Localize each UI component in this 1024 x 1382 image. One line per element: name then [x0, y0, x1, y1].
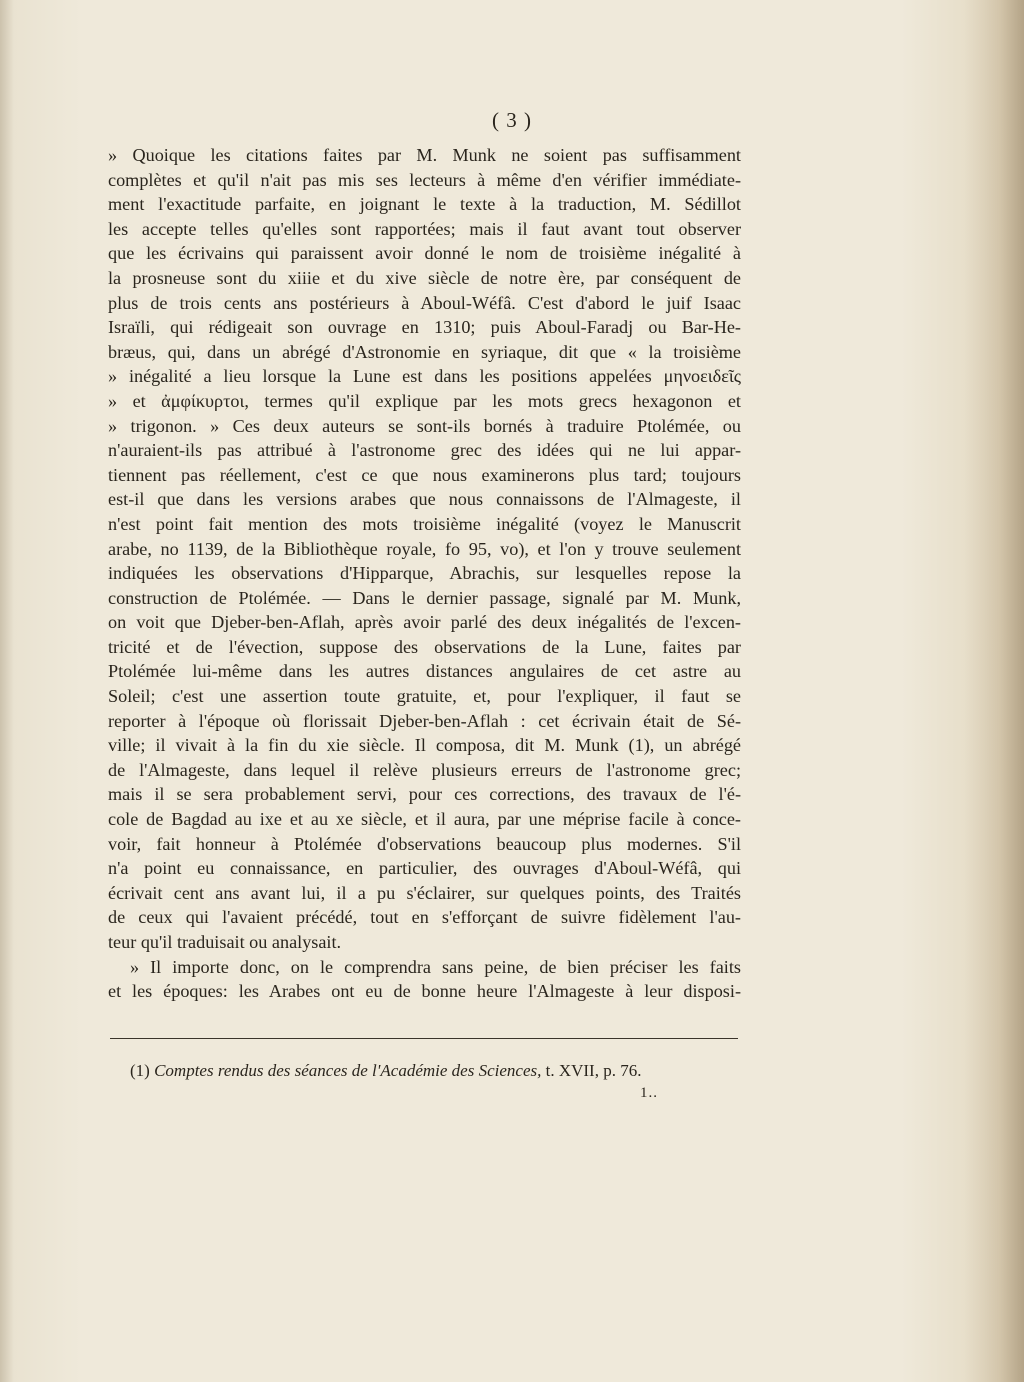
page-edge-shadow-right: [964, 0, 1024, 1382]
text-line: voir, fait honneur à Ptolémée d'observations beaucoup plus modernes. S'il: [108, 833, 741, 854]
text-line: cole de Bagdad au ixe et au xe siècle, et il aura, par une méprise facile à conce-: [108, 809, 741, 830]
footnote-title: Comptes rendus des séances de l'Académie des Sciences,: [154, 1061, 542, 1080]
text-line: reporter à l'époque où florissait Djeber-ben-Aflah : cet écrivain était de Sé-: [108, 710, 741, 731]
signature-mark: 1..: [640, 1085, 658, 1101]
text-line: » inégalité a lieu lorsque la Lune est dans les positions appelées μηνοειδεῖς: [108, 366, 741, 387]
text-line: indiquées les observations d'Hipparque, Abrachis, sur lesquelles repose la: [108, 563, 741, 584]
text-line: écrivait cent ans avant lui, il a pu s'éclairer, sur quelques points, des Traités: [108, 882, 741, 903]
text-line: arabe, no 1139, de la Bibliothèque royale, fo 95, vo), et l'on y trouve seulement: [108, 538, 741, 559]
text-line: ville; il vivait à la fin du xie siècle. Il composa, dit M. Munk (1), un abrégé: [108, 735, 741, 756]
text-line: ment l'exactitude parfaite, en joignant le texte à la traduction, M. Sédillot: [108, 194, 741, 215]
text-line: de ceux qui l'avaient précédé, tout en s'efforçant de suivre fidèlement l'au-: [108, 907, 741, 928]
body-text: [108, 143, 741, 1004]
text-line: » trigonon. » Ces deux auteurs se sont-ils bornés à traduire Ptolémée, ou: [108, 415, 741, 436]
text-line: les accepte telles qu'elles sont rapportées; mais il faut avant tout observer: [108, 218, 741, 239]
text-line: tricité et de l'évection, suppose des observations de la Lune, faites par: [108, 636, 741, 657]
text-line: construction de Ptolémée. — Dans le dernier passage, signalé par M. Munk,: [108, 587, 741, 608]
text-line: teur qu'il traduisait ou analysait.: [108, 932, 342, 952]
text-line: mais il se sera probablement servi, pour ces corrections, des travaux de l'é-: [108, 784, 741, 805]
text-line: Ptolémée lui-même dans les autres distances angulaires de cet astre au: [108, 661, 741, 682]
footnote: [130, 1060, 730, 1082]
text-line: plus de trois cents ans postérieurs à Aboul-Wéfâ. C'est d'abord le juif Isaac: [108, 292, 741, 313]
text-line: » Il importe donc, on le comprendra sans peine, de bien préciser les faits: [130, 956, 741, 977]
text-line: complètes et qu'il n'ait pas mis ses lecteurs à même d'en vérifier immédiate-: [108, 169, 741, 190]
text-line: n'a point eu connaissance, en particulier, des ouvrages d'Aboul-Wéfâ, qui: [108, 858, 741, 879]
text-line: Israïli, qui rédigeait son ouvrage en 1310; puis Aboul-Faradj ou Bar-He-: [108, 317, 741, 338]
footnote-reference: t. XVII, p. 76.: [545, 1061, 642, 1080]
text-line: est-il que dans les versions arabes que nous connaissons de l'Almageste, il: [108, 489, 741, 510]
text-line: que les écrivains qui paraissent avoir donné le nom de troisième inégalité à: [108, 243, 741, 264]
footnote-divider: [110, 1038, 738, 1039]
text-line: la prosneuse sont du xiiie et du xive siècle de notre ère, par conséquent de: [108, 267, 741, 288]
text-line: » et ἀμφίκυρτοι, termes qu'il explique par les mots grecs hexagonon et: [108, 390, 741, 411]
text-line: n'auraient-ils pas attribué à l'astronome grec des idées qui ne lui appar-: [108, 440, 741, 461]
text-line: de l'Almageste, dans lequel il relève plusieurs erreurs de l'astronome grec;: [108, 759, 741, 780]
text-line: on voit que Djeber-ben-Aflah, après avoir parlé des deux inégalités de l'excen-: [108, 612, 741, 633]
page-number: ( 3 ): [492, 108, 532, 132]
text-line: bræus, qui, dans un abrégé d'Astronomie en syriaque, dit que « la troisième: [108, 341, 741, 362]
text-line: et les époques: les Arabes ont eu de bonne heure l'Almageste à leur disposi-: [108, 981, 741, 1002]
page-edge-shadow-left: [0, 0, 14, 1382]
text-line: Soleil; c'est une assertion toute gratuite, et, pour l'expliquer, il faut se: [108, 686, 741, 707]
text-line: tiennent pas réellement, c'est ce que nous examinerons plus tard; toujours: [108, 464, 741, 485]
footnote-marker: (1): [130, 1061, 150, 1080]
text-line: n'est point fait mention des mots troisième inégalité (voyez le Manuscrit: [108, 513, 741, 534]
text-line: » Quoique les citations faites par M. Munk ne soient pas suffisamment: [108, 145, 741, 165]
